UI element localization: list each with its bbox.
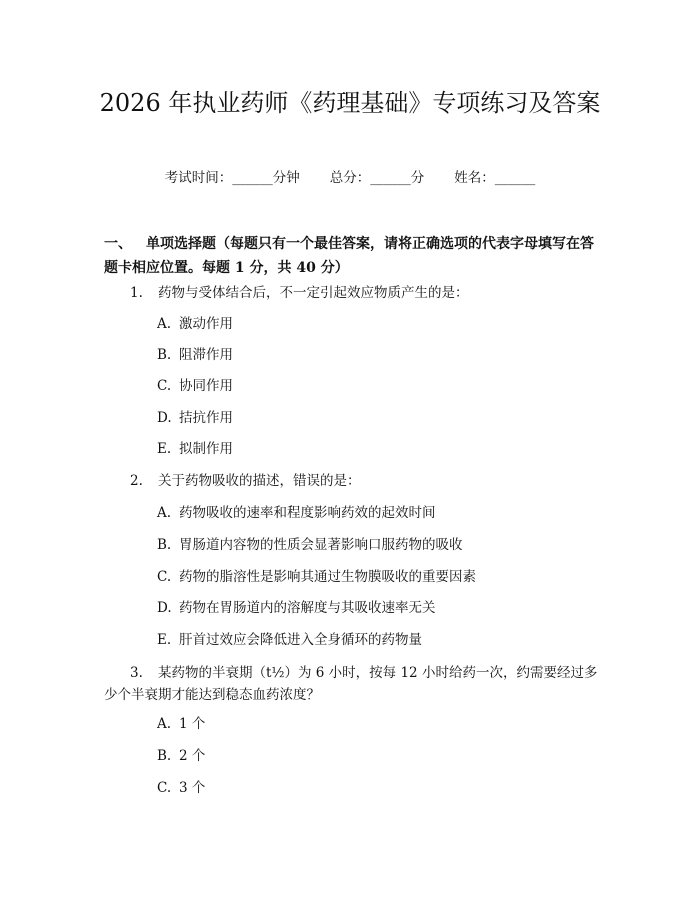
option-letter: E. (157, 441, 172, 457)
option-2d (157, 598, 436, 618)
option-3c (157, 778, 205, 798)
question-text: 某药物的半衰期（t½）为 6 小时，按每 12 小时给药一次，约需要经过多少个半衰期才能达到稳态血药浓度？ (104, 665, 598, 703)
option-1b (157, 345, 233, 365)
option-text: 激动作用 (179, 316, 233, 332)
option-text: 阻滞作用 (179, 347, 233, 363)
option-3a (157, 714, 205, 734)
option-2a (157, 503, 436, 523)
option-letter: A. (157, 316, 172, 332)
option-letter: B. (157, 748, 172, 764)
option-text: 拟制作用 (179, 441, 233, 457)
document-title: 2026 年执业药师《药理基础》专项练习及答案 (99, 89, 601, 117)
question-3 (104, 662, 604, 706)
option-letter: C. (157, 780, 172, 796)
exam-info-line (0, 168, 700, 188)
option-letter: B. (157, 537, 172, 553)
option-text: 药物在胃肠道内的溶解度与其吸收速率无关 (179, 600, 436, 616)
question-number: 1. (130, 285, 143, 301)
option-letter: C. (157, 378, 172, 394)
option-2c (157, 567, 476, 587)
option-letter: A. (157, 716, 172, 732)
option-letter: E. (157, 632, 172, 648)
option-text: 1 个 (179, 716, 206, 732)
option-1d (157, 408, 233, 428)
option-text: 肝首过效应会降低进入全身循环的药物量 (179, 632, 422, 648)
total-score-field: 总分：______分 (329, 170, 425, 186)
option-text: 2 个 (179, 748, 206, 764)
option-text: 拮抗作用 (179, 410, 233, 426)
question-text: 关于药物吸收的描述，错误的是： (158, 473, 361, 489)
question-2 (104, 470, 604, 492)
question-text: 药物与受体结合后，不一定引起效应物质产生的是： (158, 285, 469, 301)
option-text: 协同作用 (179, 378, 233, 394)
name-field: 姓名：______ (454, 170, 536, 186)
option-letter: D. (157, 600, 172, 616)
option-1e (157, 439, 233, 459)
section-heading-text: 单项选择题（每题只有一个最佳答案，请将正确选项的代表字母填写在答题卡相应位置。每题 1 分，共 40 分） (104, 236, 594, 276)
section-number: 一、 (104, 236, 132, 252)
option-text: 胃肠道内容物的性质会显著影响口服药物的吸收 (179, 537, 463, 553)
question-1 (104, 282, 604, 304)
option-letter: B. (157, 347, 172, 363)
option-letter: C. (157, 569, 172, 585)
question-number: 3. (130, 665, 143, 681)
section-heading (104, 232, 604, 280)
question-number: 2. (130, 473, 143, 489)
option-1a (157, 314, 233, 334)
option-letter: D. (157, 410, 172, 426)
option-1c (157, 376, 233, 396)
option-3b (157, 746, 205, 766)
option-letter: A. (157, 505, 172, 521)
option-2e (157, 630, 422, 650)
option-text: 药物的脂溶性是影响其通过生物膜吸收的重要因素 (179, 569, 476, 585)
option-2b (157, 535, 463, 555)
option-text: 药物吸收的速率和程度影响药效的起效时间 (179, 505, 436, 521)
exam-time-field: 考试时间：______分钟 (164, 170, 300, 186)
option-text: 3 个 (179, 780, 206, 796)
